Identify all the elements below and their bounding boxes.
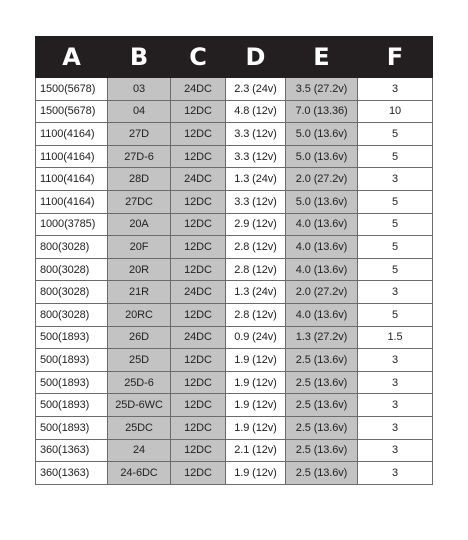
table-cell-c: 12DC [171, 190, 226, 213]
table-cell-a: 360(1363) [36, 462, 108, 485]
table-cell-d: 0.9 (24v) [226, 326, 286, 349]
table-cell-d: 1.9 (12v) [226, 462, 286, 485]
table-cell-f: 5 [358, 190, 433, 213]
table-cell-f: 3 [358, 439, 433, 462]
table-cell-f: 1.5 [358, 326, 433, 349]
table-cell-a: 800(3028) [36, 303, 108, 326]
table-cell-f: 3 [358, 281, 433, 304]
table-cell-b: 20A [108, 213, 171, 236]
table-cell-c: 12DC [171, 462, 226, 485]
table-cell-a: 500(1893) [36, 326, 108, 349]
table-row [36, 281, 433, 304]
header-row [36, 37, 433, 78]
table-cell-a: 500(1893) [36, 394, 108, 417]
spec-table [35, 36, 433, 485]
table-cell-c: 12DC [171, 213, 226, 236]
table-cell-c: 12DC [171, 371, 226, 394]
table-row [36, 439, 433, 462]
table-cell-e: 5.0 (13.6v) [286, 123, 358, 146]
table-cell-d: 1.9 (12v) [226, 371, 286, 394]
table-row [36, 303, 433, 326]
table-cell-f: 3 [358, 168, 433, 191]
table-cell-f: 3 [358, 394, 433, 417]
header-cell-b: B [108, 37, 171, 78]
header-cell-e: E [286, 37, 358, 78]
table-cell-e: 2.5 (13.6v) [286, 416, 358, 439]
table-cell-f: 10 [358, 100, 433, 123]
table-cell-c: 12DC [171, 123, 226, 146]
table-row [36, 371, 433, 394]
table-cell-e: 4.0 (13.6v) [286, 213, 358, 236]
table-cell-d: 1.9 (12v) [226, 349, 286, 372]
table-row [36, 168, 433, 191]
table-cell-b: 27D-6 [108, 145, 171, 168]
table-cell-e: 5.0 (13.6v) [286, 145, 358, 168]
table-cell-f: 3 [358, 349, 433, 372]
table-cell-d: 2.8 (12v) [226, 236, 286, 259]
table-cell-b: 04 [108, 100, 171, 123]
table-cell-f: 5 [358, 145, 433, 168]
table-cell-e: 4.0 (13.6v) [286, 236, 358, 259]
table-cell-c: 12DC [171, 416, 226, 439]
table-cell-b: 20F [108, 236, 171, 259]
table-row [36, 236, 433, 259]
table-row [36, 123, 433, 146]
table-cell-c: 12DC [171, 439, 226, 462]
table-cell-c: 12DC [171, 100, 226, 123]
table-cell-d: 3.3 (12v) [226, 145, 286, 168]
table-cell-d: 2.8 (12v) [226, 303, 286, 326]
table-cell-c: 24DC [171, 281, 226, 304]
table-cell-a: 500(1893) [36, 416, 108, 439]
table-row [36, 213, 433, 236]
table-cell-e: 2.5 (13.6v) [286, 349, 358, 372]
table-cell-b: 25D-6WC [108, 394, 171, 417]
table-cell-a: 360(1363) [36, 439, 108, 462]
table-cell-f: 3 [358, 416, 433, 439]
table-cell-f: 5 [358, 236, 433, 259]
table-cell-f: 5 [358, 258, 433, 281]
table-cell-e: 7.0 (13.36) [286, 100, 358, 123]
table-row [36, 326, 433, 349]
header-cell-c: C [171, 37, 226, 78]
table-cell-a: 500(1893) [36, 371, 108, 394]
table-cell-d: 1.9 (12v) [226, 416, 286, 439]
table-cell-e: 1.3 (27.2v) [286, 326, 358, 349]
table-cell-e: 3.5 (27.2v) [286, 78, 358, 101]
table-cell-a: 800(3028) [36, 236, 108, 259]
table-cell-d: 2.8 (12v) [226, 258, 286, 281]
table-cell-a: 1500(5678) [36, 78, 108, 101]
table-cell-f: 3 [358, 78, 433, 101]
table-cell-e: 4.0 (13.6v) [286, 258, 358, 281]
table-body [36, 78, 433, 485]
table-cell-a: 1100(4164) [36, 190, 108, 213]
table-row [36, 190, 433, 213]
table-cell-c: 12DC [171, 349, 226, 372]
header-cell-d: D [226, 37, 286, 78]
table-cell-a: 1500(5678) [36, 100, 108, 123]
table-cell-b: 25DC [108, 416, 171, 439]
table-cell-b: 20R [108, 258, 171, 281]
table-cell-c: 24DC [171, 78, 226, 101]
table-cell-c: 12DC [171, 258, 226, 281]
table-cell-a: 1100(4164) [36, 145, 108, 168]
table-cell-c: 12DC [171, 145, 226, 168]
table-cell-d: 3.3 (12v) [226, 190, 286, 213]
table-cell-f: 3 [358, 462, 433, 485]
table-row [36, 100, 433, 123]
table-cell-e: 2.5 (13.6v) [286, 394, 358, 417]
table-cell-a: 800(3028) [36, 281, 108, 304]
table-cell-d: 4.8 (12v) [226, 100, 286, 123]
table-cell-e: 2.0 (27.2v) [286, 281, 358, 304]
table-cell-d: 1.3 (24v) [226, 168, 286, 191]
table-header [36, 37, 433, 78]
table-cell-b: 03 [108, 78, 171, 101]
table-cell-e: 4.0 (13.6v) [286, 303, 358, 326]
table-cell-b: 27DC [108, 190, 171, 213]
table-cell-e: 2.5 (13.6v) [286, 371, 358, 394]
table-cell-a: 1100(4164) [36, 123, 108, 146]
table-cell-b: 25D [108, 349, 171, 372]
table-cell-e: 2.5 (13.6v) [286, 462, 358, 485]
header-cell-a: A [36, 37, 108, 78]
table-cell-e: 2.5 (13.6v) [286, 439, 358, 462]
table-row [36, 394, 433, 417]
table-row [36, 349, 433, 372]
table-cell-f: 5 [358, 303, 433, 326]
table-row [36, 462, 433, 485]
table-cell-e: 2.0 (27.2v) [286, 168, 358, 191]
table-cell-a: 1000(3785) [36, 213, 108, 236]
table-cell-d: 2.3 (24v) [226, 78, 286, 101]
table-cell-b: 25D-6 [108, 371, 171, 394]
header-cell-f: F [358, 37, 433, 78]
table-cell-d: 2.9 (12v) [226, 213, 286, 236]
table-cell-f: 3 [358, 371, 433, 394]
table-cell-a: 500(1893) [36, 349, 108, 372]
table-cell-c: 12DC [171, 236, 226, 259]
table-cell-b: 24 [108, 439, 171, 462]
table-cell-b: 28D [108, 168, 171, 191]
table-cell-b: 26D [108, 326, 171, 349]
table-cell-c: 12DC [171, 394, 226, 417]
table-cell-c: 24DC [171, 168, 226, 191]
table-cell-a: 1100(4164) [36, 168, 108, 191]
table-cell-f: 5 [358, 123, 433, 146]
table-cell-d: 2.1 (12v) [226, 439, 286, 462]
table-cell-e: 5.0 (13.6v) [286, 190, 358, 213]
table-row [36, 416, 433, 439]
table-cell-c: 24DC [171, 326, 226, 349]
table-cell-a: 800(3028) [36, 258, 108, 281]
table-cell-b: 24-6DC [108, 462, 171, 485]
table-cell-d: 1.3 (24v) [226, 281, 286, 304]
table-cell-d: 1.9 (12v) [226, 394, 286, 417]
table-row [36, 145, 433, 168]
table-cell-c: 12DC [171, 303, 226, 326]
table-cell-b: 20RC [108, 303, 171, 326]
table-cell-b: 27D [108, 123, 171, 146]
table-cell-b: 21R [108, 281, 171, 304]
table-cell-d: 3.3 (12v) [226, 123, 286, 146]
table-row [36, 258, 433, 281]
table-cell-f: 5 [358, 213, 433, 236]
table-row [36, 78, 433, 101]
